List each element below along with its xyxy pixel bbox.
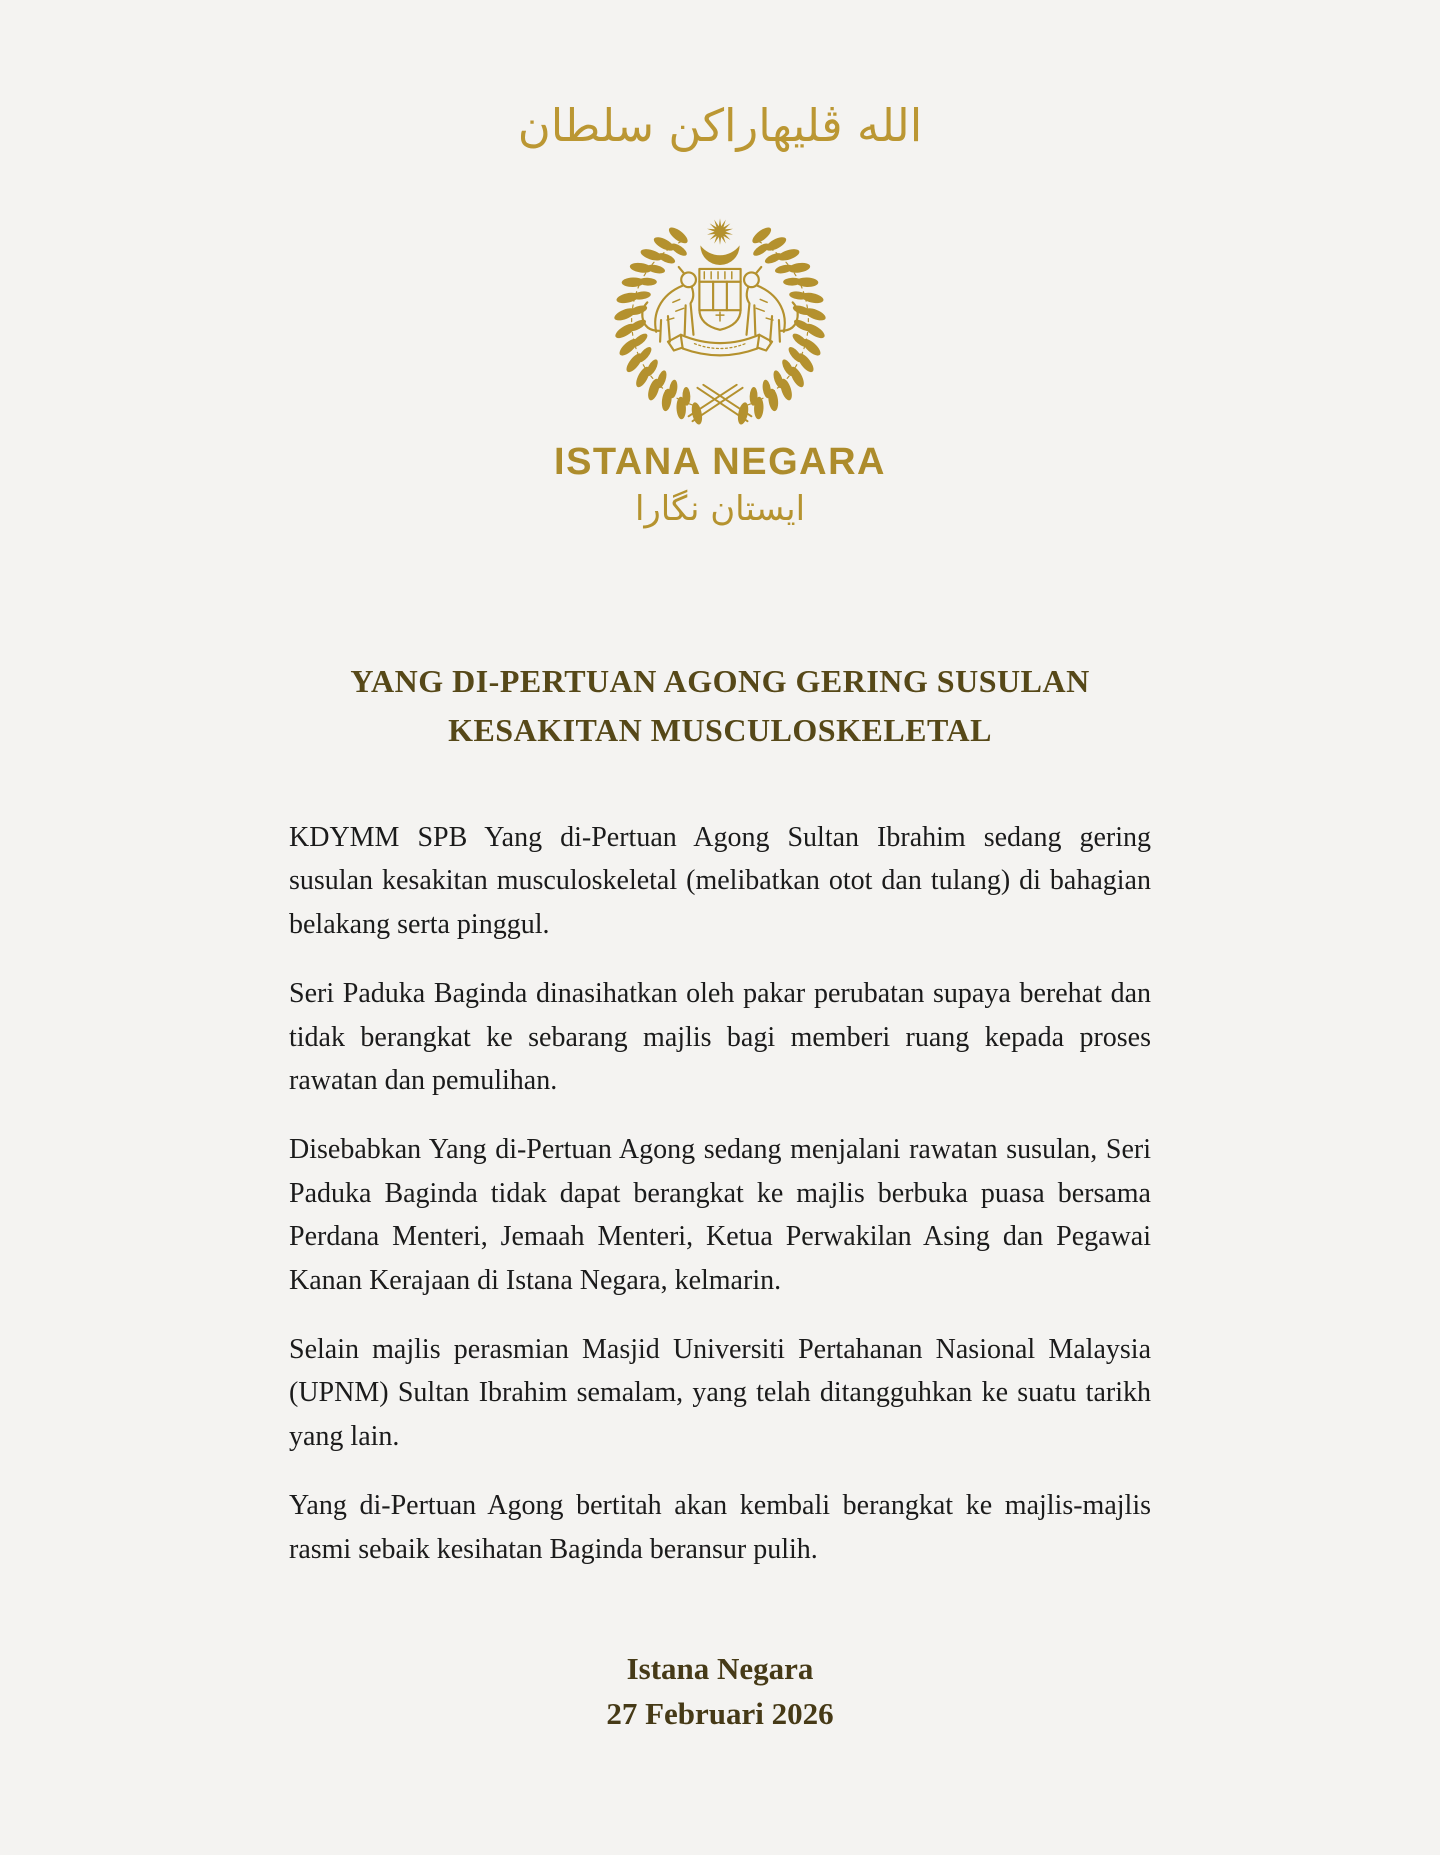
issuer-name: Istana Negara xyxy=(626,1650,814,1686)
statement-paragraph: Seri Paduka Baginda dinasihatkan oleh pakar perubatan supaya berehat dan tidak berangkat ke sebarang majlis bagi memberi ruang kepada proses rawatan dan pemulihan. xyxy=(289,978,1151,1097)
statement-title-line2: KESAKITAN MUSCULOSKELETAL xyxy=(448,712,992,749)
statement-paragraph: Yang di-Pertuan Agong bertitah akan kembali berangkat ke majlis-majlis rasmi sebaik kesihatan Baginda beransur pulih. xyxy=(289,1490,1151,1565)
statement-paragraph: KDYMM SPB Yang di-Pertuan Agong Sultan Ibrahim sedang gering susulan kesakitan musculoskeletal (melibatkan otot dan tulang) di bahagian belakang serta pinggul. xyxy=(289,822,1151,940)
motto-ribbon-icon xyxy=(668,335,772,356)
statement-paragraph: Selain majlis perasmian Masjid Universiti Pertahanan Nasional Malaysia (UPNM) Sultan Ibrahim semalam, yang telah ditangguhkan ke suatu tarikh yang lain. xyxy=(289,1333,1151,1452)
istana-negara-jawi-text: ايستان نگارا xyxy=(634,488,806,529)
istana-negara-wordmark: ISTANA NEGARA xyxy=(554,441,886,483)
statement-title xyxy=(350,657,1089,756)
federal-star-icon xyxy=(707,218,733,245)
statement-date: 27 Februari 2026 xyxy=(606,1695,834,1731)
statement-paragraph: Disebabkan Yang di-Pertuan Agong sedang menjalani rawatan susulan, Seri Paduka Baginda tidak dapat berangkat ke majlis berbuka puasa bersama Perdana Menteri, Jemaah Menteri, Ketua Perwakilan Asing dan Pegawai Kanan Kerajaan di Istana Negara, kelmarin. xyxy=(289,1134,1151,1296)
statement-title-line1: YANG DI-PERTUAN AGONG GERING SUSULAN xyxy=(350,662,1090,699)
statement-body xyxy=(289,816,1151,1571)
crescent-icon xyxy=(700,245,739,265)
istana-negara-crest-icon xyxy=(602,213,838,431)
statement-footer xyxy=(606,1647,833,1737)
shield-icon xyxy=(699,269,740,330)
royal-motto-jawi-text: الله ڤليهاراكن سلطان xyxy=(517,99,923,152)
